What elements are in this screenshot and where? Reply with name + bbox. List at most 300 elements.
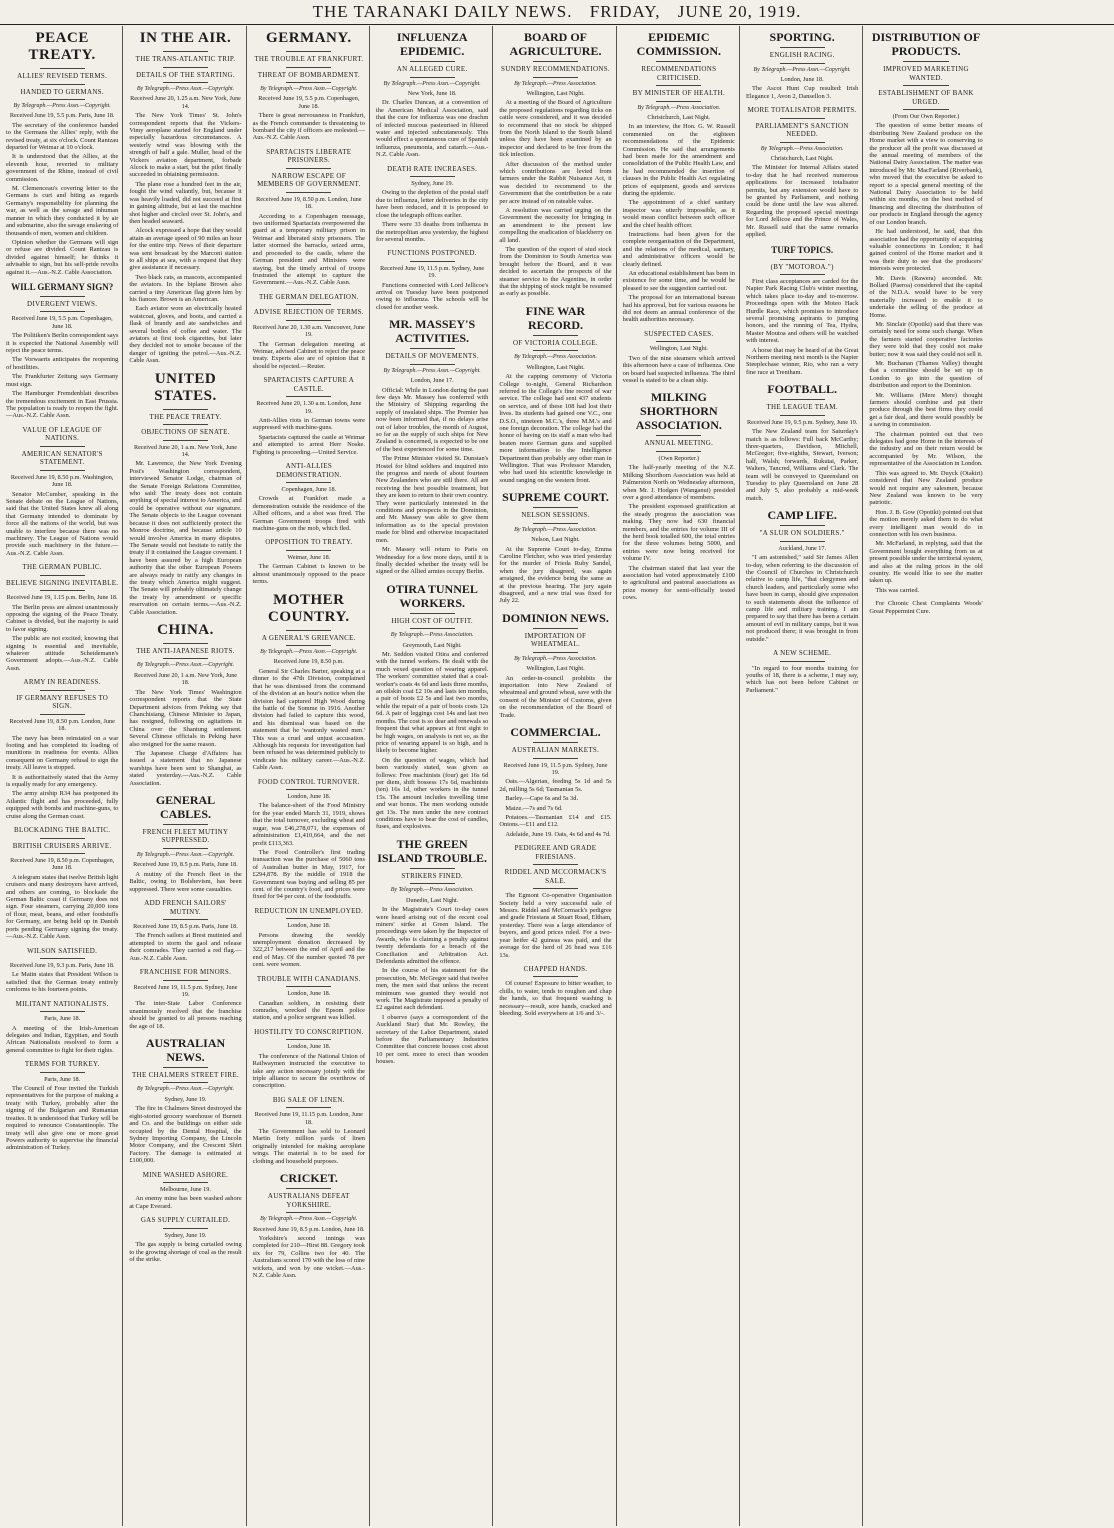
divider [533,652,578,653]
divider [286,396,331,397]
divider [780,415,825,416]
article-paragraph: The secretary of the conference handed to the Germans the Allies' reply, with the revised treaty, at six o'clock. Count Rantzau departed for Weimar at 10 o'clock. [6,121,119,152]
divider [286,1039,331,1040]
article-subheadline: DETAILS OF MOVEMENTS. [385,352,479,361]
divider [163,1082,208,1083]
article-subheadline: "A SLUR ON SOLDIERS." [759,529,845,538]
article-headline: HOSTILITY TO CONSCRIPTION. [254,1027,364,1036]
article-headline: FRANCHISE FOR MINORS. [139,968,232,977]
article-paragraph: The question of the export of stud stock from the Dominion to South America was brought before the Board, and it was decided to ascertain the prospects of the steamer service to the Argentine, in order that the shipping of stock might be resumed as early as possible. [499,246,612,298]
article-headline: CAMP LIFE. [767,508,837,523]
article [746,649,858,694]
article-headline: TERMS FOR TURKEY. [24,1060,100,1069]
article-paragraph: A telegram states that twelve British light cruisers and many destroyers have arrived, and others are coming, to blockade the German Baltic coast if Germany does not sign. Four steamers, carrying 20,000 tons of flour, meat, beans, and other foodstuffs for Germany, are being held up in Danish ports pending Germany signing the treaty.—Aus.-N.Z. Cable Assn. [6,873,119,941]
article [376,249,488,311]
article [253,1028,365,1090]
divider [410,61,455,62]
article-subheadline: RECOMMENDATIONS CRITICISED. [641,65,717,82]
article-byline: By Telegraph.—Press Association. [514,354,597,361]
divider [40,958,85,959]
article-paragraph: Mr. Davis (Rawera) seconded. Mr. Bollard (Paeroa) considered that the capital of the N.D.A. would have to be very materially increased to enable it to undertake the selling of the produce at Home. [869,274,983,319]
article-headline: CRICKET. [279,1171,338,1186]
divider [533,628,578,629]
article-dateline: (From Our Own Reporter.) [892,113,960,120]
article-paragraph: The Egmont Co-operative Organisation Society held a very successful sale of Messrs. Riddel and McCormack's pedigree and grade Friesians at Stuart Road, Eltham, yesterday. There was a large attendance of buyers, and good prices ruled. For a two-year heifer 42 guineas was paid, and the average for the herd of 26 head was £16 13s. [499,892,612,959]
divider [286,1212,331,1213]
article-paragraph: It is understood that the Allies, at the eleventh hour, reverted to military government of the Rhine, instead of civil commission. [6,153,119,183]
divider [40,99,85,100]
article-dateline: Received June 19, 8.50 p.m. London, June 18. [256,195,362,211]
article-paragraph: The Hamburger Fremdenblatt describes the tremendous excitement in East Prussia. The population is ready to reopen the fight.—Aus.-N.Z. Cable Assn. [6,390,119,420]
article-headline: GAS SUPPLY CURTAILED. [140,1216,231,1225]
article-subheadline: ENGLISH RACING. [769,51,835,59]
divider [410,868,455,869]
article-headline: SUPREME COURT. [502,490,609,505]
article-headline: WILL GERMANY SIGN? [11,281,114,292]
article-headline: BLOCKADING THE BALTIC. [14,826,111,835]
divider [286,645,331,646]
article [253,538,365,585]
divider [533,507,578,508]
article-paragraph: Barley.—Cape 6s and 5s 3d. [505,795,579,803]
article-headline: EPIDEMIC COMMISSION. [636,30,721,58]
article-dateline: Received June 19, 8.50 p.m. Washington, June 18. [10,473,114,489]
article-dateline: Received June 20, 1 a.m. New York, June 18. [133,671,238,687]
article-subheadline: BRITISH CRUISERS ARRIVE. [12,841,112,850]
article [129,1036,241,1165]
article-paragraph: Each aviator wore an electrically heated waistcoat, gloves, and boots, and carried a flask of brandy and ate sandwiches and several bottles of coffee and water. The aviators at first took cigarettes, but later they decided not to smoke because of the danger of igniting the petrol.—Aus.-N.Z. Cable Assn. [129,305,242,365]
article-subheadline: AUSTRALIANS DEFEAT YORKSHIRE. [267,1192,350,1209]
article-dateline: Received June 20, 1.30 a.m. London, June 19. [256,400,362,415]
divider [286,67,331,68]
column-7 [744,26,863,1526]
article [129,899,241,962]
divider [286,630,331,631]
divider [163,658,208,659]
article-paragraph: An order-in-council prohibits the importation into New Zealand of wheatmeal and ground wheat, save with the consent of the Minister of Customs, given on the recommendation of the Board of Trade. [499,674,612,719]
divider [410,77,455,78]
divider [40,296,85,297]
divider [903,109,948,110]
divider [780,259,825,260]
article-paragraph: Yorkshire's second innings was completed for 210—Hirst 88. Gregory took six for 79, Collins two for 40. The Australians scored 170 with the loss of nine wickets, and won by one wicket.—Aus.-N.Z. Cable Assn. [252,1234,365,1279]
divider [533,864,578,865]
article [253,1171,365,1279]
article [376,582,488,831]
divider [163,919,208,920]
article [253,1096,365,1165]
divider [410,883,455,884]
article-byline: By Telegraph.—Press Association. [760,145,844,152]
article-headline: GENERAL CABLES. [155,792,216,821]
divider [40,446,85,447]
article-byline: By Telegraph.—Press Assn.—Copyright. [13,103,111,109]
article-subheadline: THE TROUBLE AT FRANKFURT. [254,55,364,63]
article-headline: FOOTBALL. [767,382,837,397]
divider [40,1011,85,1012]
divider [163,824,208,825]
divider [533,335,578,336]
article-subheadline: A GENERAL'S GRIEVANCE. [261,633,356,642]
article-subheadline: NARROW ESCAPE OF MEMBERS OF GOVERNMENT. [257,171,361,189]
article-paragraph: Le Matin states that President Wilson is satisfied that the German treaty entirely conforms to his fourteen points. [6,971,119,994]
article-byline: By Telegraph.—Press Assn.—Copyright. [260,1216,358,1223]
article-paragraph: An enemy mine has been washed ashore at Cape Everard. [129,1195,242,1210]
article-dateline: Received June 19, 11.15 p.m. London, June 18. [254,1111,363,1126]
article-subheadline: NELSON SESSIONS. [521,511,590,520]
divider [903,85,948,86]
divider [780,63,825,64]
article [499,304,611,484]
divider [410,348,455,349]
article-paragraph: The New York Times' Washington correspondent reports that the State Department advices from Peking say that Chanchisiang, Chinese Minister to Japan, has resigned, following on agitations in China over the Shantung settlement. Several Chinese officials in Peking have also resigned for the same reason. [129,688,242,748]
article-dateline: London, June 18. [780,75,824,83]
article-paragraph: The navy has been reinstated on a war footing and has completed its loading of munitions in readiness for events. Allies consequent on Germany refusal to sign the treaty. All leave is stopped. [6,734,119,772]
article-paragraph: A resolution was carried urging on the Government the necessity for bringing in an amendment to the present law compelling the eradication of blackberry on all land. [499,207,612,244]
article-headline: UNITED STATES. [154,370,217,404]
article-paragraph: The Prime Minister visited St. Dunstan's Hostel for blind soldiers and inquired into the progress and needs of about fourteen New Zealanders who are still there. All are receiving the best possible treatment, but they are keen to return to their own country. They were particularly interested in the conditions and prospects in the Dominion, and Mr. Massey was able to give them information as to the special provision made for blind and otherwise incapacitated men. [376,455,489,544]
article-paragraph: The chairman pointed out that two delegates had gone Home in the interests of the industry and on their return would be accompanied by Mr. Wilson, the representative of the Association in London. [869,430,983,468]
article-headline: MILKING SHORTHORN ASSOCIATION. [635,390,722,433]
article-subheadline: HANDED TO GERMANS. [20,87,104,96]
article-headline: THE GERMAN DELEGATION. [258,292,359,301]
article-paragraph: The Government has sold to Leonard Martin forty million yards of linen originally intended for making aeroplane wings. The material is to be used for clothing and household purposes. [252,1128,365,1165]
article-paragraph: The gas supply is being curtailed owing to the growing shortage of coal as the result of the strike. [129,1241,242,1263]
article-paragraph: At the capping ceremony of Victoria College to-night, General Richardson referred to the College's fine record of war service. The college had sent 437 students on service, and of these 108 had lost their lives. Its students had gained one V.C., one D.S.O., nineteen M.C.'s, three M.M.'s and one foreign decoration. The college had the honor of having on its staff a man who had beaten more German guns and supplied more information to the Intelligence Department than probably any other man in Wellington. That was Professor Marsden, who had used his scientific knowledge in sound ranging on the western front. [499,373,612,484]
article-paragraph: Two of the nine steamers which arrived this afternoon have a case of influenza. One on board had suspected influenza. The third vessel is stated to be a clean ship. [622,354,735,384]
divider [40,853,85,854]
article-paragraph: The French sailors at Brest mutinied and attempted to storm the gaol and release their comrades. They carried a red flag.—Aus.-N.Z. Cable Assn. [129,932,242,962]
divider [40,84,85,85]
article-paragraph: On the question of wages, which had been variously stated, was given as follows: Free machinists (four) get 16s 6d per diem, shift bossess 17s 6d, machinists (ten) 16s 1d, other workers in the tunnel 15s. The amount includes travelling time and war bonus. The men working outside get 13s. The men under the new contract conditions have to bear the cost of candles, fuses, and explosives. [376,756,489,831]
article-dateline: Christchurch, Last Night. [770,155,834,163]
article-byline: By Telegraph.—Press Assn.—Copyright. [260,649,358,656]
article-byline: By Telegraph.—Press Assn.—Copyright. [383,80,481,87]
article-paragraph: Two black cats, as mascots, accompanied the aviators. In the biplane Brown also carried a tiny American flag given him by his fiancee. Brown is an American. [129,273,242,303]
divider [533,523,578,524]
article-subheadline: OF VICTORIA COLLEGE. [513,338,598,347]
divider [163,67,208,68]
article-dateline: Wellington, Last Night. [526,89,585,97]
divider [286,986,331,987]
article-headline: SPARTACISTS LIBERATE PRISONERS. [266,147,352,165]
article-headline: THE GREEN ISLAND TROUBLE. [377,836,488,865]
article-paragraph: Oats.—Algerian, feeding 5s 1d and 5s 2d, milling 5s 6d; Tasmanian 5s. [499,778,612,793]
article-paragraph: In the Magistrate's Court to-day cases were heard arising out of the recent coal miners' strike at Green Island. The proceedings were taken by the Inspector of Awards, who is claiming a penalty against twenty defendants for a breach of the Conciliation and Arbitration Act. Defendants admitted the offence. [376,906,489,965]
article-subheadline: ANNUAL MEETING. [644,439,714,448]
article-paragraph: The Council of Four invited the Turkish representatives for the purpose of making a treaty with Turkey, probably after the signing of the Bulgarian and Rumanian treaties. It is understood that Turkey will be required to renounce Constantinople. The treaty will also give one or more great Powers authority to supervise the financial administration of Turkey. [6,1085,119,1152]
divider [780,142,825,143]
article-headline: MR. MASSEY'S ACTIVITIES. [389,317,476,346]
masthead-date: JUNE 20, 1919. [677,2,802,21]
divider [780,274,825,275]
article-dateline: London, June 17. [410,377,454,385]
article [623,390,735,601]
article-headline: A NEW SCHEME. [773,649,832,658]
article-dateline: London, June 18. [287,990,331,998]
article [253,975,365,1022]
article-headline: MINE WASHED ASHORE. [142,1170,229,1179]
article-dateline: Received June 19, 11.5 p.m. Sydney, June 19. [503,761,608,776]
article-subheadline: AN ALLEGED CURE. [396,65,468,73]
article-paragraph: Anti-Allies riots in German towns were suppressed with machine-guns. [252,416,365,432]
article-dateline: Received June 19, 9.5 p.m. Sydney, June 19. [746,418,858,426]
article-headline: FUNCTIONS POSTPONED. [387,249,477,258]
article-subheadline: STRIKERS FINED. [401,871,463,880]
article-paragraph: The German Cabinet is known to be almost unanimously opposed to the peace terms. [252,563,365,586]
article-paragraph: Mr. Massey will return to Paris on Wednesday for a few more days, until it is finally decided whether the treaty will be signed or the Allied armies occupy Berlin. [376,546,489,576]
divider [163,1182,208,1183]
divider [286,51,331,52]
divider [903,61,948,62]
divider [40,690,85,691]
article-paragraph: Of course! Exposure to bitter weather, to chills, to water, tends to roughen and chap the hands, so that frequent washing is necessary—result, sore hands, cracked and bleeding. Sold everywhere at 1/6 and 3/-. [499,980,612,1018]
article [499,30,611,298]
article-headline: THE GERMAN PUBLIC. [22,563,102,572]
article-dateline: London, June 18. [287,1043,331,1051]
article-headline: SUSPECTED CASES. [644,329,714,338]
article-paragraph: Dr. Charles Duncan, at a convention of the American Medical Association, said that the cure for influenza was one drachm of infected mucous pasteurised in filtered water and injected subcutaneously. This would effect a spontaneous cure of Spanish influenza, pneumonia, and catarrh.—Aus.-N.Z. Cable Assn. [376,99,489,159]
divider [286,168,331,169]
masthead-paper-name: THE TARANAKI DAILY NEWS. [312,2,573,21]
article-paragraph: Adelaide, June 19. Oats, 4s 6d and 4s 7d. [505,830,611,838]
article-byline: By Telegraph.—Press Association. [390,887,474,894]
article-paragraph: First class acceptances are carded for the Napier Park Racing Club's winter meeting, which takes place to-day and to-morrow. Proceedings open with the Moteo Hack Hurdle Race, which promises to introduce several promising aspirants to jumping honors, and the running of Tea, Hydra, Master Moutoa and others will be watched with interest. [746,278,859,345]
divider [533,758,578,759]
article [746,30,858,100]
article-byline: By Telegraph.—Press Association. [390,632,474,639]
article-dateline: Received June 19, 9.3 p.m. Paris, June 18. [9,962,115,969]
article [499,490,611,605]
article-paragraph: General Sir Charles Barter, speaking at a dinner to the 47th Division, complained that he was dismissed from the command of the division at an hour's notice when the division had captured High Wood during the battle of the Somme in 1916. Another division had failed to capture this wood, and his dismissal was based on the statement that he 'wantonly wasted men.' This was a cruel and unjust accusation. Although his requests for investigation had been refused he was determined publicly to vindicate his military career.—Aus.-N.Z. Cable Assn. [252,667,365,772]
article-headline: VALUE OF LEAGUE OF NATIONS. [22,425,102,443]
article-subheadline: IMPORTATION OF WHEATMEAL. [524,631,587,649]
divider [410,628,455,629]
column-3 [251,26,370,1526]
article-subheadline: ESTABLISHMENT OF BANK URGED. [878,89,974,106]
article [376,317,488,575]
article-paragraph: I observe (says a correspondent of the Auckland Star) that Mr. Rowley, the secretary of the Labor Department, stated before the Parliamentary Industries Committee that concrete houses cost about 10 per cent. more to erect than wooden houses. [376,1013,489,1066]
article [253,148,365,287]
divider [40,1072,85,1073]
article-dateline: Auckland, June 17. [778,544,827,552]
article-headline: ANTI-ALLIES DEMONSTRATION. [276,462,342,479]
divider [40,575,85,576]
article-paragraph: M. Clemenceau's covering letter to the Germans is curt and biting as regards Germany's responsibility for planning the war, as well as the savage and inhuman manner in which they conducted it by air and submarine, also the savage enslaving of thousands of men, women and children. [6,185,119,237]
divider [533,976,578,977]
article [253,778,365,901]
divider [410,613,455,614]
article [6,30,118,276]
article-paragraph: The Frankfurter Zeitung says Germany must sign. [6,373,119,388]
article-paragraph: The half-yearly meeting of the N.Z. Milking Shorthorn Association was held at Palmerston North on Wednesday afternoon, when Mr. J. Hodgen (Wanganui) presided over a good attendance of members. [622,464,735,501]
divider [163,1228,208,1229]
article-dateline: Received June 19, 8.5 p.m. London, June 18. [253,1225,365,1233]
article-paragraph: Mr. McFarland, in replying, said that the Government bought everything from us at present possible under the territorial system, and also at the ruling prices in the old country. He would like to see the matter taken up. [869,540,983,585]
article-headline: DEATH RATE INCREASES. [387,164,478,173]
divider [410,261,455,262]
divider [533,77,578,78]
divider [286,482,331,483]
divider [410,364,455,365]
article-headline: ADD FRENCH SAILORS' MUTINY. [144,899,227,916]
article-subheadline: THREAT OF BOMBARDMENT. [257,70,360,79]
article-dateline: Received June 20, 1.25 a.m. New York, June 14. [130,95,241,110]
divider [40,311,85,312]
article-dateline: Received June 19, 11.5 p.m. Sydney, June 19. [380,264,485,280]
article [253,462,365,532]
divider [533,61,578,62]
article-headline: WILSON SATISFIED. [27,946,98,955]
article-dateline: Received June 19, 5.5 p.m. Paris, June 18. [9,112,115,120]
divider [656,85,701,86]
column-8 [867,26,986,1526]
article-headline: CHAPPED HANDS. [523,964,588,973]
article-headline: DISTRIBUTION OF PRODUCTS. [871,30,981,58]
article-dateline: Wellington, Last Night. [526,363,585,371]
article-paragraph: The Ascot Hunt Cup resulted: Irish Elegance 1, Avon 2, Dansellon 3. [746,85,859,100]
article [623,330,735,385]
article-paragraph: The Politiken's Berlin correspondent says it is expected the National Assembly will reject the peace terms. [6,332,119,355]
article-paragraph: Functions connected with Lord Jellicoe's arrival on Tuesday have been postponed owing to influenza. The schools will be closed for another week. [376,281,489,311]
divider [286,918,331,919]
article-paragraph: Canadian soldiers, in resisting their comrades, wrecked the Epsom police station, and a police sergeant was killed. [252,999,365,1022]
article-paragraph: The Berlin press are almost unanimously opposing the signing of the Peace Treaty. Cabinet is divided, but the majority is said to favor signing. [6,603,119,633]
article-byline: By Telegraph.—Press Assn.—Copyright. [136,851,235,858]
article [253,907,365,969]
article-subheadline: IF GERMANY REFUSES TO SIGN. [16,693,109,711]
article-dateline: Dunedin, Last Night. [406,896,459,904]
newspaper-columns [4,26,1110,1526]
article-paragraph: According to a Copenhagen message, two uniformed Spartacists overpowered the guard at a temporary military prison in Weimar and liberated sixty prisoners. The latter stormed the barracks, seized arms, and proceeded to the castle, where the German president and Ministers were staying, but the timely arrival of troops frustrated the attempt to capture the Government.—Aus.-N.Z. Cable Assn. [252,212,365,287]
article-paragraph: Maize.—7s and 7s 6d. [505,804,563,812]
article-paragraph: A meeting of the Irish-American delegates and Indian, Egyptian, and South African Nationalists resolved to form a general committee to fight for their rights. [6,1024,119,1054]
article-dateline: Greymouth, Last Night. [402,641,462,649]
article [746,382,858,502]
article [376,30,488,159]
article-paragraph: The plane rose a hundred feet in the air, fought the wind valiantly, but, because it was heavily loaded, did not succeed at first in gaining altitude, but at last the machine shot higher and circled over St. John's, and then headed seaward. [129,180,242,225]
article-subheadline: ADVISE REJECTION OF TERMS. [253,308,364,317]
article-paragraph: Spartacists captured the castle at Weimar and attempted to arrest Herr Noske. Fighting is proceeding.—United Service. [252,433,365,456]
article-paragraph: The proposal for an international bureau had his approval, but for various reasons he did not deem an annual conference of the health authorities necessary. [622,294,735,324]
column-2 [127,26,246,1526]
article [623,30,735,324]
divider [286,82,331,83]
article-subheadline: DIVERGENT VIEWS. [27,299,98,308]
article-dateline: Received June 19, 8.50 p.m. Copenhagen, June 18. [10,857,115,872]
article-paragraph: The army airship R34 has postponed its Atlantic flight and has proceeded, fully equipped with bombs and machine-guns, to cruise along the German coast. [6,790,119,820]
article [253,376,365,456]
article-paragraph: This was carried. [875,586,920,594]
article [746,106,858,238]
article-subheadline: IMPROVED MARKETING WANTED. [883,65,969,82]
article-paragraph: The Food Controller's first trading transaction was the purchase of 5060 tons of Australian butter in May, 1917, for £294,878. By the middle of 1918 the Government was buying and selling 85 per cent. of the country's food, and prices were fixed for 94 per cent. of the foodstuffs. [252,848,365,901]
article-headline: BIG SALE OF LINEN. [272,1095,345,1104]
article-paragraph: Mr. Williams (Mere Mere) thought farmers should combine and put their produce through the best firms they could get a fair deal, and there would possibly be a saving in commission. [869,391,983,429]
divider [533,350,578,351]
article-dateline: Melbourne, June 19. [160,1186,211,1194]
divider [163,980,208,981]
article-dateline: Christchurch, Last Night. [647,113,711,121]
article-paragraph: The German delegation meeting at Weimar, advised Cabinet to reject the peace treaty. Experts also are of opinion that it should be rejected.—Reuter. [252,340,365,370]
article [499,611,611,719]
article-paragraph: Hon. J. B. Gow (Opotiki) pointed out that the motion merely asked them to do what every intelligent man would do in connection with his own business. [869,508,983,538]
article-paragraph: The New York Times' St. John's correspondent reports that the Vickers-Vimy aeroplane started for England under especially hazardous circumstances. A westerly wind was blowing with the strength of half a gale. Muller, head of the Vickers aviation department, forbade Alcock to make a start, but the pilot finally succeeded in obtaining permission. [129,112,242,179]
article-paragraph: The Minister for Internal Affairs stated to-day that he had received numerous applications for increased totalisator permits, but any extension would have to be granted by Parliament, and nothing could be done until the law was altered. Regarding the proposed special meetings for Lord Jellicoe and the Prince of Wales, Mr. Russell said that the same remarks applied. [746,164,859,239]
divider [656,341,701,342]
article [129,30,241,365]
article-headline: MOTHER COUNTRY. [267,591,350,625]
divider [780,541,825,542]
article-headline: GERMANY. [266,30,352,46]
article-headline: AUSTRALIAN NEWS. [145,1035,226,1064]
article-dateline: Received June 19, 8.50 p.m. London, June 18. [9,717,115,733]
article-paragraph: The appointment of a chief sanitary inspector was utterly impossible, as it would mean conflict between such officer and the chief health officer. [622,199,735,229]
divider [286,192,331,193]
article-headline: TURF TOPICS. [771,244,834,255]
article-paragraph: The balance-sheet of the Food Ministry for the year ended March 31, 1919, shows that the total turnover, excluding wheat and sugar, was £46,278,071, the expenses of administration £1,410,664, and the net profit £113,363. [252,802,365,847]
article-paragraph: Mr. Buchanan (Thames Valley) thought that a committee should be set up in London to go into the question of distribution and report to the Dominion. [869,360,983,390]
article [129,1171,241,1211]
article-headline: OPPOSITION TO TREATY. [265,538,353,547]
article-paragraph: At the Supreme Court to-day, Emma Caroline Fletcher, who was tried yesterday for the murder of Frieda Ruby Sandel, when the jury disagreed, was again arraigned, the evidence being the same as at the previous hearing. The jury again disagreed, and a new trial was fixed for July 22. [499,545,612,605]
divider [40,470,85,471]
divider [163,1067,208,1068]
divider [780,399,825,400]
article-byline: By Telegraph.—Press Assn.—Copyright. [136,1086,235,1093]
article-subheadline: THE ANTI-JAPANESE RIOTS. [136,646,235,655]
divider [656,435,701,436]
divider [163,440,208,441]
article-subheadline: BY MINISTER OF HEALTH. [632,89,726,97]
article-subheadline: THE CHALMERS STREET FIRE. [132,1070,239,1079]
article-paragraph: There is great nervousness in Frankfurt, as the French commander is threatening to bombard the city if officers are molested.—Aus.-N.Z. Cable Assn. [252,112,365,142]
article-paragraph: He had understood, he said, that this association had the opportunity of acquiring valuable connections in London; it had gained control of the Home market and it was their duty to see that the producers' interests were protected. [869,228,983,273]
article-headline: BOARD OF AGRICULTURE. [509,30,602,58]
article-subheadline: AMERICAN SENATOR'S STATEMENT. [21,449,103,467]
article-paragraph: Mr. Seddon visited Otira and conferred with the tunnel workers. He dealt with the much vexed question of wearing apparel. The workers' committee stated that a coal-worker's coats 4s 6d and lasts three months, an oilskin coat £2 10s and lasts ten months, a pair of boots £2 5s and last two months, while the repair of a pair of boots costs 12s 6d. A pair of leggings cost 14s and last two months. The cost is so dear and renewals so frequent that what appears at first sight to be high wages, on analysis is not so, as the price of wearing apparel is so high, and is likely to become higher. [376,651,489,755]
article-subheadline: (BY "MOTOROA.") [770,262,834,271]
article-headline: SPORTING. [769,30,835,44]
article-paragraph: A horse that may be heard of at the Great Northern meeting next month is the Napier Steeplechase winner, Rio, who ran a very fine race at Trentham. [746,346,859,376]
article-paragraph: At a meeting of the Board of Agriculture the proposed regulations regarding ticks on cattle were considered, and it was decided to recommend that no stock be shipped from the North Island to the South Island unless they have been examined by an inspector and declared to be free from the tick infection. [499,99,612,159]
article-paragraph: Alcock expressed a hope that they would attain an average speed of 90 miles an hour for the entire trip. News of their departure was sent broadcast by the Marconi station to all ships at sea, with a request that they give assistance if necessary. [129,227,242,272]
article-headline: DOMINION NEWS. [502,610,609,625]
article-paragraph: In the course of his statement for the prosecution, Mr. McGregor said that twelve men, the men said that unless the recent minimum was granted they would not work. The Magistrate imposed a penalty of £2 against each defendant. [376,967,489,1012]
article-dateline: Paris, June 18. [44,1015,81,1023]
divider [286,1107,331,1108]
article-dateline: Received June 19, 11.5 p.m. Sydney, June 19. [133,983,238,998]
article-subheadline: PARLIAMENT'S SANCTION NEEDED. [755,121,849,139]
article [6,947,118,994]
article-paragraph: Official: While in London during the past few days Mr. Massey has conferred with the Ministry of Shipping regarding the supply of insulated ships. The Premier has now been informed that, if no delays arise out of labor troubles, the month of August, so far as the supply of such ships for New Zealand is concerned, is expected to be one of the best experienced for some time. [376,386,489,453]
article-paragraph: An educational establishment has been in existence for some time, and he would be pleased to see the suggestion carried out. [622,270,735,292]
article-paragraph: The Japanese Charge d'Affaires has issued a statement that no Japanese warships have been sent to Shanghai, as stated yesterday.—Aus.-N.Z. Cable Association. [129,749,242,787]
masthead-day: FRIDAY, [589,2,661,21]
article-paragraph: Potatoes.—Tasmanian £14 and £15. Onions.—£11 and £12. [499,814,612,829]
article-subheadline: ALLIES' REVISED TERMS. [17,72,108,80]
article-byline: By Telegraph.—Press Assn.—Copyright. [260,86,358,92]
article-paragraph: The New Zealand team for Saturday's match is as follows: Full back McCarthy; three-quarters, Davidson, Mitchell, McGregor; five-eighths, Stewart, Iverson; half, Walsh; forwards, Rukutai, Parker, Walters, Tancred, Williams and Clark. The team will be conveyed to Queensland on Tuesday to play Queensland on June 28 and July 5, also probably a mid-week match. [746,428,859,502]
article-paragraph: After discussion of the method under which contributions are levied from farmers under the Rabbit Nuisance Act, it was decided to recommend to the Government that the contribution be a rate per acre instead of on rateable value. [499,160,612,205]
article-dateline: Sydney, June 19. [411,180,454,188]
article-paragraph: The Vorwaerts anticipates the reopening of hostilities. [6,356,119,371]
divider [40,68,85,69]
article [869,30,982,594]
article-byline: By Telegraph.—Press Assn.—Copyright. [136,86,235,92]
article-paragraph: Crowds at Frankfort made a demonstration outside the residence of the Allied officers, and a shot was fired. The German Government troops fired with machine-guns on the mob, which fled. [252,495,365,533]
article [129,968,241,1030]
